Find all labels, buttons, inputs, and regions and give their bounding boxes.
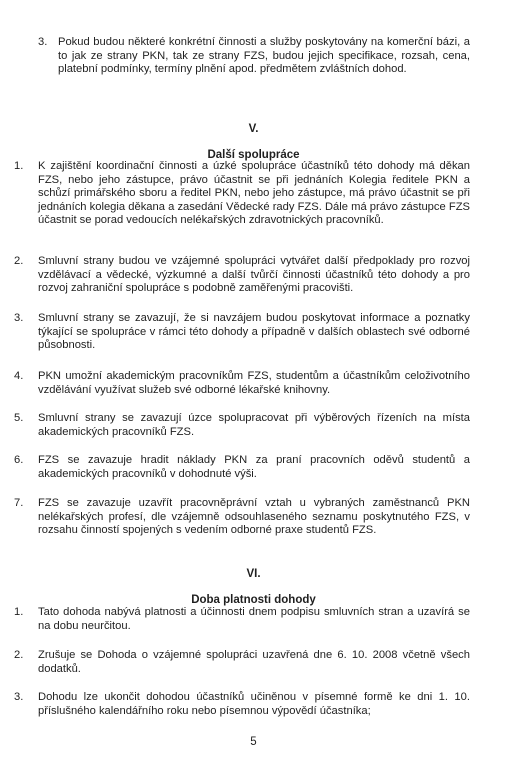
item-text: FZS se zavazuje hradit náklady PKN za praní pracovních oděvů studentů a akademických pracovníků v dohodnuté výši. [38,454,470,480]
item-number: 4. [14,370,24,382]
item-text: Smluvní strany se zavazují úzce spolupracovat při výběrových řízeních na místa akademických pracovníků FZS. [38,412,470,438]
section-v-item-7 [14,497,470,538]
section-vi-title: Doba platnosti dohody [191,594,316,606]
item-number: 3. [14,312,24,324]
section-v-number: V. [248,123,259,135]
item-text: Dohodu lze ukončit dohodou účastníků učiněnou v písemné formě ke dni 1. 10. příslušného kalendářního roku nebo písemnou výpovědí účastníka; [38,691,470,717]
item-number: 2. [14,255,24,267]
item-number: 1. [14,606,24,618]
item-number: 2. [14,649,24,661]
section-v-item-6 [14,454,470,481]
section-v-item-2 [14,255,470,296]
section-vi-number: VI. [246,568,261,580]
item-number: 6. [14,454,24,466]
section-v-item-1 [14,160,470,228]
item-text: Tato dohoda nabývá platnosti a účinnosti dnem podpisu smluvních stran a uzavírá se na dobu neurčitou. [38,606,470,632]
item-text: K zajištění koordinační činnosti a úzké spolupráce účastníků této dohody má děkan FZS, nebo jeho zástupce, právo účastnit se při jednáních Kolegia ředitele PKN a schůzí primářského sboru a ředitel PKN, nebo jeho zástupce, má právo účastnit se při jednáních kolegia děkana a zasedání Vědecké rady FZS. Dále má právo zástupce FZS účastnit se porad vedoucích nelékařských zdravotnických pracovníků. [38,160,470,227]
item-number: 3. [14,691,24,703]
item-number: 7. [14,497,24,509]
section-vi-item-2 [14,649,470,676]
section-vi-item-3 [14,691,470,718]
item-text: FZS se zavazuje uzavřít pracovněprávní vztah u vybraných zaměstnanců PKN nelékařských profesí, dle vzájemně odsouhlaseného seznamu poskytnutého FZS, v rozsahu činností spojených s vedením odborné praxe studentů FZS. [38,497,470,537]
section-v-item-5 [14,412,470,439]
page-number: 5 [250,736,257,748]
section-vi-item-1 [14,606,470,633]
intro-paragraph [38,36,470,77]
item-number: 1. [14,160,24,172]
item-number: 3. [38,36,48,48]
item-text: Smluvní strany se zavazují, že si navzájem budou poskytovat informace a poznatky týkající se spolupráce v rámci této dohody a případně v dalších oblastech své odborné působnosti. [38,312,470,352]
item-text: PKN umožní akademickým pracovníkům FZS, studentům a účastníkům celoživotního vzdělávání využívat služeb své odborné lékařské knihovny. [38,370,470,396]
section-v-item-3 [14,312,470,353]
item-text: Pokud budou některé konkrétní činnosti a služby poskytovány na komerční bázi, a to jak ze strany PKN, tak ze strany FZS, budou jejich specifikace, rozsah, cena, platební podmínky, termíny plnění apod. předmětem zvláštních dohod. [58,36,470,76]
item-text: Smluvní strany budou ve vzájemné spolupráci vytvářet další předpoklady pro rozvoj vzdělávací a vědecké, výzkumné a další tvůrčí činnosti účastníků této dohody a pro rozvoj zahraniční spolupráce s podobně zaměřenými pracovišti. [38,255,470,295]
item-text: Zrušuje se Dohoda o vzájemné spolupráci uzavřená dne 6. 10. 2008 včetně všech dodatků. [38,649,470,675]
item-number: 5. [14,412,24,424]
section-v-item-4 [14,370,470,397]
section-v-title: Další spolupráce [207,149,300,161]
